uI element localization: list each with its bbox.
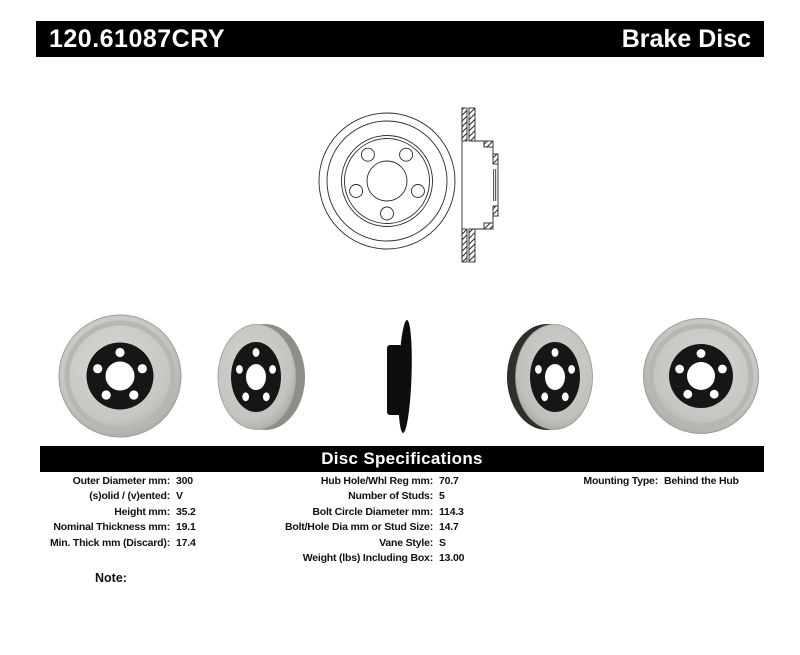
spec-row-mounting-type [538,474,739,489]
brake-disc-front-line-drawing [319,113,455,249]
spec-row-height [40,505,196,520]
spec-label: Height mm: [114,505,170,518]
spec-label: Mounting Type: [583,475,658,487]
spec-value: 114.3 [439,505,464,518]
spec-row-bolt-hole-dia [270,520,464,535]
spec-row-bolt-circle-diameter [270,505,464,520]
spec-row-solid-vented [40,489,196,504]
spec-label: (s)olid / (v)ented: [89,490,170,503]
header-bar [36,21,764,57]
spec-value: 13.00 [439,552,465,565]
spec-column-right [538,474,739,489]
part-number: 120.61087CRY [49,24,226,53]
spec-label: Weight (lbs) Including Box: [302,552,433,565]
spec-value: 70.7 [439,475,459,487]
spec-column-center [270,474,464,566]
brake-disc-cross-section-line-drawing [462,108,498,262]
spec-value: 14.7 [439,521,459,534]
spec-label: Vane Style: [379,536,433,549]
disc-specifications-title: Disc Specifications [321,449,483,468]
spec-label: Min. Thick mm (Discard): [49,536,170,549]
spec-label: Bolt/Hole Dia mm or Stud Size: [284,521,433,534]
spec-value: Behind the Hub [664,475,739,487]
spec-value: V [176,490,183,503]
spec-row-min-thickness [40,536,196,551]
spec-value: 35.2 [176,505,196,518]
spec-value: 19.1 [176,521,196,534]
spec-value: S [439,536,446,549]
spec-row-hub-hole [270,474,464,489]
spec-value: 5 [439,490,445,503]
note-label: Note: [95,571,127,585]
spec-value: 17.4 [176,536,196,549]
rotor-photo-front [55,314,185,438]
rotor-photo-edge [380,316,422,438]
product-type-title: Brake Disc [621,24,751,53]
spec-label: Bolt Circle Diameter mm: [312,505,433,518]
spec-column-left [40,474,196,551]
disc-specifications-bar [40,446,764,472]
rotor-photo-angled-left [212,320,308,436]
spec-row-number-of-studs [270,489,464,504]
spec-row-outer-diameter [40,474,196,489]
rotor-photo-angled-right [503,320,599,436]
spec-label: Number of Studs: [348,490,433,503]
spec-row-weight [270,551,464,566]
spec-row-nominal-thickness [40,520,196,535]
brake-disc-technical-drawing [295,95,510,275]
spec-label: Outer Diameter mm: [72,475,170,487]
spec-value: 300 [176,475,193,487]
rotor-photo-front [640,317,764,437]
spec-label: Nominal Thickness mm: [53,521,170,534]
spec-row-vane-style [270,536,464,551]
spec-label: Hub Hole/Whl Reg mm: [320,475,433,487]
